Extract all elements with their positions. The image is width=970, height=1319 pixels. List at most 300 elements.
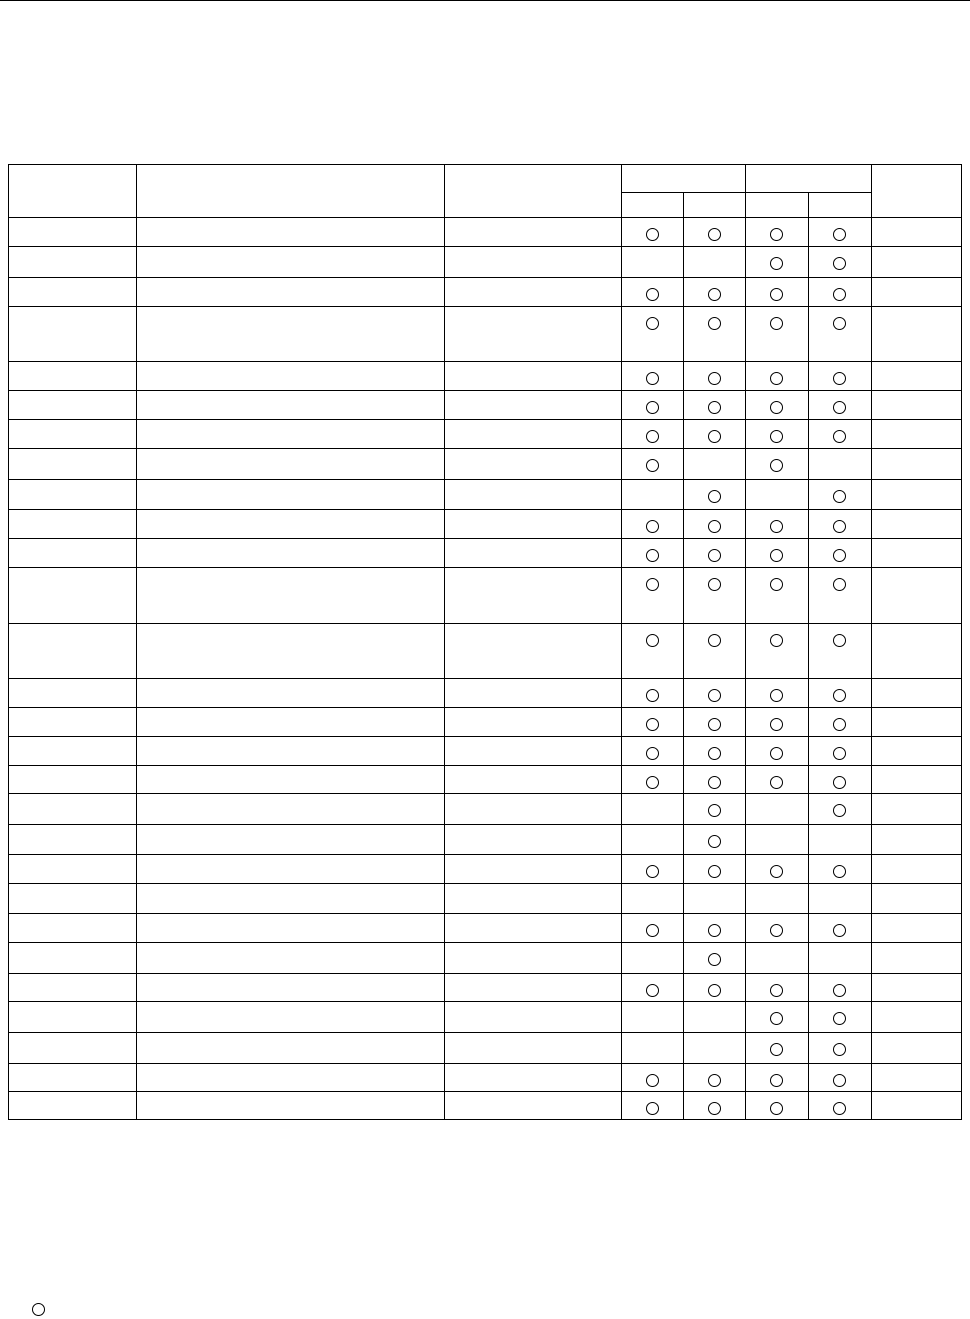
circle-mark-icon bbox=[646, 372, 659, 385]
table-cell bbox=[9, 1002, 137, 1033]
table-cell bbox=[445, 449, 621, 480]
table-cell bbox=[9, 510, 137, 539]
circle-mark-icon bbox=[646, 865, 659, 878]
table-cell bbox=[445, 855, 621, 884]
table-cell bbox=[445, 568, 621, 624]
mark-cell bbox=[808, 391, 871, 420]
table-cell bbox=[871, 568, 961, 624]
circle-mark-icon bbox=[833, 776, 846, 789]
mark-cell bbox=[808, 362, 871, 391]
mark-cell bbox=[683, 307, 745, 362]
circle-mark-icon bbox=[833, 372, 846, 385]
table-cell bbox=[9, 679, 137, 708]
table-cell bbox=[9, 539, 137, 568]
table-cell bbox=[137, 884, 445, 914]
circle-mark-icon bbox=[833, 718, 846, 731]
circle-mark-icon bbox=[770, 288, 783, 301]
circle-mark-icon bbox=[708, 984, 721, 997]
table-cell bbox=[871, 974, 961, 1002]
mark-cell bbox=[808, 737, 871, 766]
table-cell bbox=[871, 480, 961, 510]
mark-cell bbox=[683, 1002, 745, 1033]
mark-cell bbox=[745, 737, 808, 766]
table-cell bbox=[871, 391, 961, 420]
mark-cell bbox=[621, 307, 683, 362]
table-row bbox=[9, 679, 962, 708]
circle-mark-icon bbox=[770, 776, 783, 789]
table-cell bbox=[871, 737, 961, 766]
circle-mark-icon bbox=[646, 1102, 659, 1115]
table-cell bbox=[871, 510, 961, 539]
table-cell bbox=[9, 624, 137, 679]
table-row bbox=[9, 1002, 962, 1033]
table-cell bbox=[137, 708, 445, 737]
table-cell bbox=[137, 1002, 445, 1033]
mark-cell bbox=[808, 1064, 871, 1092]
circle-mark-icon bbox=[708, 578, 721, 591]
table-cell bbox=[137, 914, 445, 943]
table-cell bbox=[871, 449, 961, 480]
subheader-4 bbox=[808, 193, 871, 218]
table-cell bbox=[445, 278, 621, 307]
table-cell bbox=[9, 278, 137, 307]
table-row bbox=[9, 943, 962, 974]
mark-cell bbox=[745, 449, 808, 480]
circle-mark-icon bbox=[770, 401, 783, 414]
table-cell bbox=[871, 884, 961, 914]
table-cell bbox=[445, 247, 621, 278]
table-cell bbox=[871, 307, 961, 362]
table-cell bbox=[137, 624, 445, 679]
table-cell bbox=[445, 974, 621, 1002]
table-cell bbox=[9, 943, 137, 974]
mark-cell bbox=[621, 1033, 683, 1064]
table-cell bbox=[137, 218, 445, 247]
table-row bbox=[9, 766, 962, 794]
mark-cell bbox=[621, 855, 683, 884]
circle-mark-icon bbox=[770, 718, 783, 731]
mark-cell bbox=[683, 855, 745, 884]
table-cell bbox=[445, 943, 621, 974]
mark-cell bbox=[621, 247, 683, 278]
circle-mark-icon bbox=[833, 578, 846, 591]
table-cell bbox=[9, 766, 137, 794]
circle-mark-icon bbox=[833, 317, 846, 330]
table-cell bbox=[445, 510, 621, 539]
circle-mark-icon bbox=[646, 401, 659, 414]
circle-mark-icon bbox=[770, 1074, 783, 1087]
table-cell bbox=[9, 218, 137, 247]
mark-cell bbox=[808, 568, 871, 624]
table-cell bbox=[871, 794, 961, 825]
table-cell bbox=[871, 825, 961, 855]
mark-cell bbox=[808, 449, 871, 480]
mark-cell bbox=[683, 794, 745, 825]
mark-cell bbox=[621, 679, 683, 708]
table-cell bbox=[445, 766, 621, 794]
table-cell bbox=[871, 539, 961, 568]
mark-cell bbox=[745, 679, 808, 708]
table-row bbox=[9, 825, 962, 855]
circle-mark-icon bbox=[646, 228, 659, 241]
table-row bbox=[9, 307, 962, 362]
table-cell bbox=[445, 679, 621, 708]
table-row bbox=[9, 1033, 962, 1064]
mark-cell bbox=[745, 480, 808, 510]
circle-mark-icon bbox=[770, 257, 783, 270]
table-cell bbox=[9, 391, 137, 420]
circle-mark-icon bbox=[708, 747, 721, 760]
circle-mark-icon bbox=[770, 520, 783, 533]
table-cell bbox=[9, 362, 137, 391]
circle-mark-icon bbox=[770, 459, 783, 472]
table-cell bbox=[137, 1064, 445, 1092]
mark-cell bbox=[745, 708, 808, 737]
table-cell bbox=[9, 449, 137, 480]
header-group-2 bbox=[745, 165, 871, 193]
table-cell bbox=[9, 794, 137, 825]
mark-cell bbox=[683, 708, 745, 737]
mark-cell bbox=[683, 449, 745, 480]
circle-mark-icon bbox=[646, 718, 659, 731]
circle-mark-icon bbox=[833, 520, 846, 533]
circle-mark-icon bbox=[833, 924, 846, 937]
subheader-1 bbox=[621, 193, 683, 218]
circle-mark-icon bbox=[833, 549, 846, 562]
circle-mark-icon bbox=[833, 228, 846, 241]
table-cell bbox=[9, 825, 137, 855]
mark-cell bbox=[683, 974, 745, 1002]
mark-cell bbox=[683, 737, 745, 766]
circle-mark-icon bbox=[833, 1074, 846, 1087]
mark-cell bbox=[808, 510, 871, 539]
circle-mark-icon bbox=[708, 1074, 721, 1087]
table-row bbox=[9, 737, 962, 766]
table-cell bbox=[9, 1092, 137, 1120]
mark-cell bbox=[808, 307, 871, 362]
mark-cell bbox=[745, 825, 808, 855]
circle-mark-icon bbox=[833, 1043, 846, 1056]
table-row bbox=[9, 624, 962, 679]
header-col-1 bbox=[9, 165, 137, 218]
table-cell bbox=[445, 1064, 621, 1092]
mark-cell bbox=[683, 510, 745, 539]
circle-mark-icon bbox=[708, 549, 721, 562]
circle-mark-icon bbox=[708, 718, 721, 731]
subheader-2 bbox=[683, 193, 745, 218]
mark-cell bbox=[621, 391, 683, 420]
circle-mark-icon bbox=[770, 865, 783, 878]
table-cell bbox=[137, 974, 445, 1002]
table-cell bbox=[137, 737, 445, 766]
table-cell bbox=[9, 480, 137, 510]
mark-cell bbox=[745, 943, 808, 974]
mark-cell bbox=[808, 278, 871, 307]
table-cell bbox=[9, 914, 137, 943]
table-row bbox=[9, 1064, 962, 1092]
mark-cell bbox=[745, 624, 808, 679]
compatibility-table bbox=[8, 164, 962, 1120]
mark-cell bbox=[808, 679, 871, 708]
mark-cell bbox=[683, 624, 745, 679]
mark-cell bbox=[745, 362, 808, 391]
circle-mark-icon bbox=[770, 228, 783, 241]
mark-cell bbox=[745, 568, 808, 624]
mark-cell bbox=[683, 391, 745, 420]
table-row bbox=[9, 539, 962, 568]
circle-mark-icon bbox=[646, 924, 659, 937]
circle-mark-icon bbox=[708, 1102, 721, 1115]
circle-mark-icon bbox=[833, 689, 846, 702]
circle-mark-icon bbox=[708, 317, 721, 330]
mark-cell bbox=[745, 510, 808, 539]
circle-mark-icon bbox=[708, 804, 721, 817]
circle-mark-icon bbox=[833, 430, 846, 443]
table-cell bbox=[137, 1033, 445, 1064]
mark-cell bbox=[621, 766, 683, 794]
mark-cell bbox=[745, 307, 808, 362]
circle-mark-icon bbox=[646, 689, 659, 702]
table-cell bbox=[445, 307, 621, 362]
circle-mark-icon bbox=[833, 490, 846, 503]
mark-cell bbox=[808, 943, 871, 974]
circle-mark-icon bbox=[833, 1102, 846, 1115]
header-col-2 bbox=[137, 165, 445, 218]
table-cell bbox=[137, 247, 445, 278]
mark-cell bbox=[745, 794, 808, 825]
mark-cell bbox=[621, 1002, 683, 1033]
circle-mark-icon bbox=[833, 804, 846, 817]
circle-mark-icon bbox=[833, 747, 846, 760]
mark-cell bbox=[808, 766, 871, 794]
mark-cell bbox=[745, 218, 808, 247]
mark-cell bbox=[683, 943, 745, 974]
table-cell bbox=[871, 855, 961, 884]
table-cell bbox=[445, 362, 621, 391]
table-cell bbox=[871, 362, 961, 391]
table-row bbox=[9, 480, 962, 510]
circle-mark-icon bbox=[770, 1043, 783, 1056]
table-cell bbox=[445, 825, 621, 855]
circle-mark-icon bbox=[833, 288, 846, 301]
circle-mark-icon bbox=[646, 288, 659, 301]
mark-cell bbox=[808, 624, 871, 679]
mark-cell bbox=[683, 679, 745, 708]
table-cell bbox=[137, 1092, 445, 1120]
table-row bbox=[9, 1092, 962, 1120]
circle-mark-icon bbox=[770, 689, 783, 702]
mark-cell bbox=[683, 420, 745, 449]
table-row bbox=[9, 884, 962, 914]
mark-cell bbox=[745, 278, 808, 307]
circle-mark-icon bbox=[708, 372, 721, 385]
circle-mark-icon bbox=[708, 520, 721, 533]
mark-cell bbox=[808, 1002, 871, 1033]
circle-mark-icon bbox=[833, 257, 846, 270]
mark-cell bbox=[683, 480, 745, 510]
table-cell bbox=[137, 766, 445, 794]
mark-cell bbox=[808, 218, 871, 247]
table-cell bbox=[137, 825, 445, 855]
mark-cell bbox=[621, 974, 683, 1002]
table-row bbox=[9, 247, 962, 278]
mark-cell bbox=[621, 362, 683, 391]
table-cell bbox=[871, 679, 961, 708]
table-cell bbox=[137, 568, 445, 624]
table-cell bbox=[445, 480, 621, 510]
table-cell bbox=[137, 794, 445, 825]
table-cell bbox=[9, 247, 137, 278]
table-cell bbox=[871, 420, 961, 449]
table-row bbox=[9, 420, 962, 449]
mark-cell bbox=[745, 1092, 808, 1120]
circle-mark-icon bbox=[646, 520, 659, 533]
circle-mark-icon bbox=[646, 776, 659, 789]
mark-cell bbox=[745, 420, 808, 449]
mark-cell bbox=[808, 884, 871, 914]
circle-mark-icon bbox=[770, 549, 783, 562]
mark-cell bbox=[745, 855, 808, 884]
mark-cell bbox=[808, 794, 871, 825]
table-cell bbox=[445, 624, 621, 679]
mark-cell bbox=[745, 914, 808, 943]
mark-cell bbox=[683, 362, 745, 391]
circle-mark-icon bbox=[833, 401, 846, 414]
table-cell bbox=[871, 278, 961, 307]
table-cell bbox=[9, 884, 137, 914]
table-cell bbox=[871, 1033, 961, 1064]
circle-mark-icon bbox=[646, 747, 659, 760]
mark-cell bbox=[683, 825, 745, 855]
header-col-3 bbox=[445, 165, 621, 218]
table-cell bbox=[137, 943, 445, 974]
mark-cell bbox=[683, 914, 745, 943]
table-cell bbox=[871, 624, 961, 679]
table-row bbox=[9, 449, 962, 480]
table-cell bbox=[137, 391, 445, 420]
header-group-1 bbox=[621, 165, 745, 193]
table-row bbox=[9, 974, 962, 1002]
table-cell bbox=[9, 307, 137, 362]
mark-cell bbox=[745, 884, 808, 914]
circle-mark-icon bbox=[708, 835, 721, 848]
table-cell bbox=[137, 480, 445, 510]
mark-cell bbox=[621, 449, 683, 480]
table-cell bbox=[871, 218, 961, 247]
circle-mark-icon bbox=[770, 634, 783, 647]
mark-cell bbox=[808, 1033, 871, 1064]
table-cell bbox=[9, 737, 137, 766]
mark-cell bbox=[808, 914, 871, 943]
mark-cell bbox=[808, 247, 871, 278]
mark-cell bbox=[808, 708, 871, 737]
circle-mark-icon bbox=[708, 953, 721, 966]
circle-mark-icon bbox=[708, 865, 721, 878]
table-cell bbox=[445, 794, 621, 825]
circle-mark-icon bbox=[708, 401, 721, 414]
mark-cell bbox=[745, 1064, 808, 1092]
table-cell bbox=[871, 1064, 961, 1092]
table-cell bbox=[137, 539, 445, 568]
circle-mark-icon bbox=[646, 578, 659, 591]
table-cell bbox=[445, 737, 621, 766]
table-cell bbox=[871, 766, 961, 794]
mark-cell bbox=[621, 737, 683, 766]
table-cell bbox=[9, 974, 137, 1002]
circle-mark-icon bbox=[646, 1074, 659, 1087]
mark-cell bbox=[808, 825, 871, 855]
header-row-1 bbox=[9, 165, 962, 193]
circle-mark-icon bbox=[833, 865, 846, 878]
mark-cell bbox=[621, 708, 683, 737]
mark-cell bbox=[808, 539, 871, 568]
mark-cell bbox=[683, 218, 745, 247]
circle-mark-icon bbox=[708, 689, 721, 702]
table-cell bbox=[9, 420, 137, 449]
table-cell bbox=[445, 539, 621, 568]
circle-mark-icon bbox=[770, 317, 783, 330]
table-cell bbox=[445, 884, 621, 914]
table-row bbox=[9, 914, 962, 943]
circle-mark-icon bbox=[770, 924, 783, 937]
mark-cell bbox=[621, 568, 683, 624]
mark-cell bbox=[808, 480, 871, 510]
table-row bbox=[9, 794, 962, 825]
circle-mark-icon bbox=[770, 578, 783, 591]
table-cell bbox=[445, 1092, 621, 1120]
table-cell bbox=[445, 1033, 621, 1064]
circle-mark-icon bbox=[833, 634, 846, 647]
table-cell bbox=[137, 449, 445, 480]
mark-cell bbox=[808, 420, 871, 449]
mark-cell bbox=[683, 766, 745, 794]
mark-cell bbox=[621, 1092, 683, 1120]
footnote bbox=[32, 1303, 45, 1317]
mark-cell bbox=[808, 974, 871, 1002]
mark-cell bbox=[745, 539, 808, 568]
circle-mark-icon bbox=[770, 430, 783, 443]
mark-cell bbox=[683, 1092, 745, 1120]
mark-cell bbox=[745, 1033, 808, 1064]
table-row bbox=[9, 855, 962, 884]
table-cell bbox=[445, 1002, 621, 1033]
mark-cell bbox=[621, 278, 683, 307]
circle-mark-icon bbox=[646, 430, 659, 443]
mark-cell bbox=[745, 247, 808, 278]
circle-mark-icon bbox=[32, 1303, 45, 1316]
table-cell bbox=[137, 420, 445, 449]
subheader-3 bbox=[745, 193, 808, 218]
mark-cell bbox=[621, 884, 683, 914]
mark-cell bbox=[621, 218, 683, 247]
mark-cell bbox=[621, 539, 683, 568]
circle-mark-icon bbox=[708, 924, 721, 937]
circle-mark-icon bbox=[770, 1012, 783, 1025]
circle-mark-icon bbox=[646, 317, 659, 330]
mark-cell bbox=[621, 1064, 683, 1092]
table-cell bbox=[445, 391, 621, 420]
mark-cell bbox=[621, 624, 683, 679]
circle-mark-icon bbox=[708, 776, 721, 789]
mark-cell bbox=[621, 943, 683, 974]
table-row bbox=[9, 362, 962, 391]
circle-mark-icon bbox=[708, 490, 721, 503]
table-cell bbox=[871, 1092, 961, 1120]
table-row bbox=[9, 708, 962, 737]
table-cell bbox=[445, 218, 621, 247]
mark-cell bbox=[683, 539, 745, 568]
mark-cell bbox=[683, 568, 745, 624]
